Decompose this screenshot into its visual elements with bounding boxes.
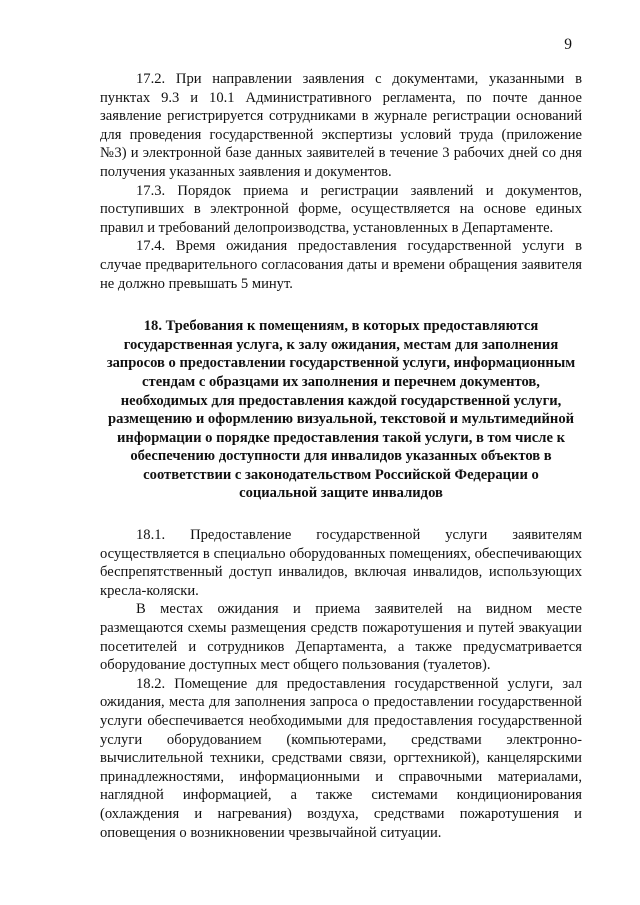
paragraph-waiting-areas: В местах ожидания и приема заявителей на видном месте размещаются схемы размещения средств пожаротушения и путей эвакуации посетителей и сотрудников Департамента, а также предусматривается оборудование доступных мест общего пользования (туалетов). (100, 601, 582, 674)
section-heading-18: 18. Требования к помещениям, в которых предоставляются государственная услуга, к залу ожидания, местам для заполнения запросов о предоставлении государственной услуги, информационным стендам с образцами их заполнения и перечнем документов, необходимых для предоставления каждой государственной услуги, размещению и оформлению визуальной, текстовой и мультимедийной информации о порядке предоставления такой услуги, в том числе к обеспечению доступности для инвалидов указанных объектов в соответствии с законодательством Российской Федерации о социальной защите инвалидов (106, 318, 576, 502)
paragraph-17-3: 17.3. Порядок приема и регистрации заявлений и документов, поступивших в электронной форме, осуществляется на основе единых правил и требований делопроизводства, установленных в Департаменте. (100, 182, 582, 236)
paragraph-18-1: 18.1. Предоставление государственной услуги заявителям осуществляется в специально оборудованных помещениях, обеспечивающих беспрепятственный доступ инвалидов, включая инвалидов, использующих кресла-коляски. (100, 527, 582, 599)
page-number: 9 (564, 36, 572, 53)
paragraph-17-4: 17.4. Время ожидания предоставления государственной услуги в случае предварительного согласования даты и времени обращения заявителя не должно превышать 5 минут. (100, 238, 582, 292)
document-body (100, 70, 582, 842)
paragraph-18-2: 18.2. Помещение для предоставления государственной услуги, зал ожидания, места для заполнения запроса о предоставлении государственной услуги обеспечивается необходимыми для предоставления государственной услуги оборудованием (компьютерами, средствами электронно-вычислительной техники, средствами связи, оргтехникой), канцелярскими принадлежностями, информационными и справочными материалами, наглядной информацией, а также системами кондиционирования (охлаждения и нагревания) воздуха, средствами пожаротушения и оповещения о возникновении чрезвычайной ситуации. (100, 675, 582, 841)
paragraph-17-2: 17.2. При направлении заявления с документами, указанными в пунктах 9.3 и 10.1 Административного регламента, по почте данное заявление регистрируется сотрудниками в журнале регистрации оснований для проведения государственной экспертизы условий труда (приложение №3) и электронной базе данных заявителей в течение 3 рабочих дней со дня получения указанных заявления и документов. (100, 71, 582, 180)
